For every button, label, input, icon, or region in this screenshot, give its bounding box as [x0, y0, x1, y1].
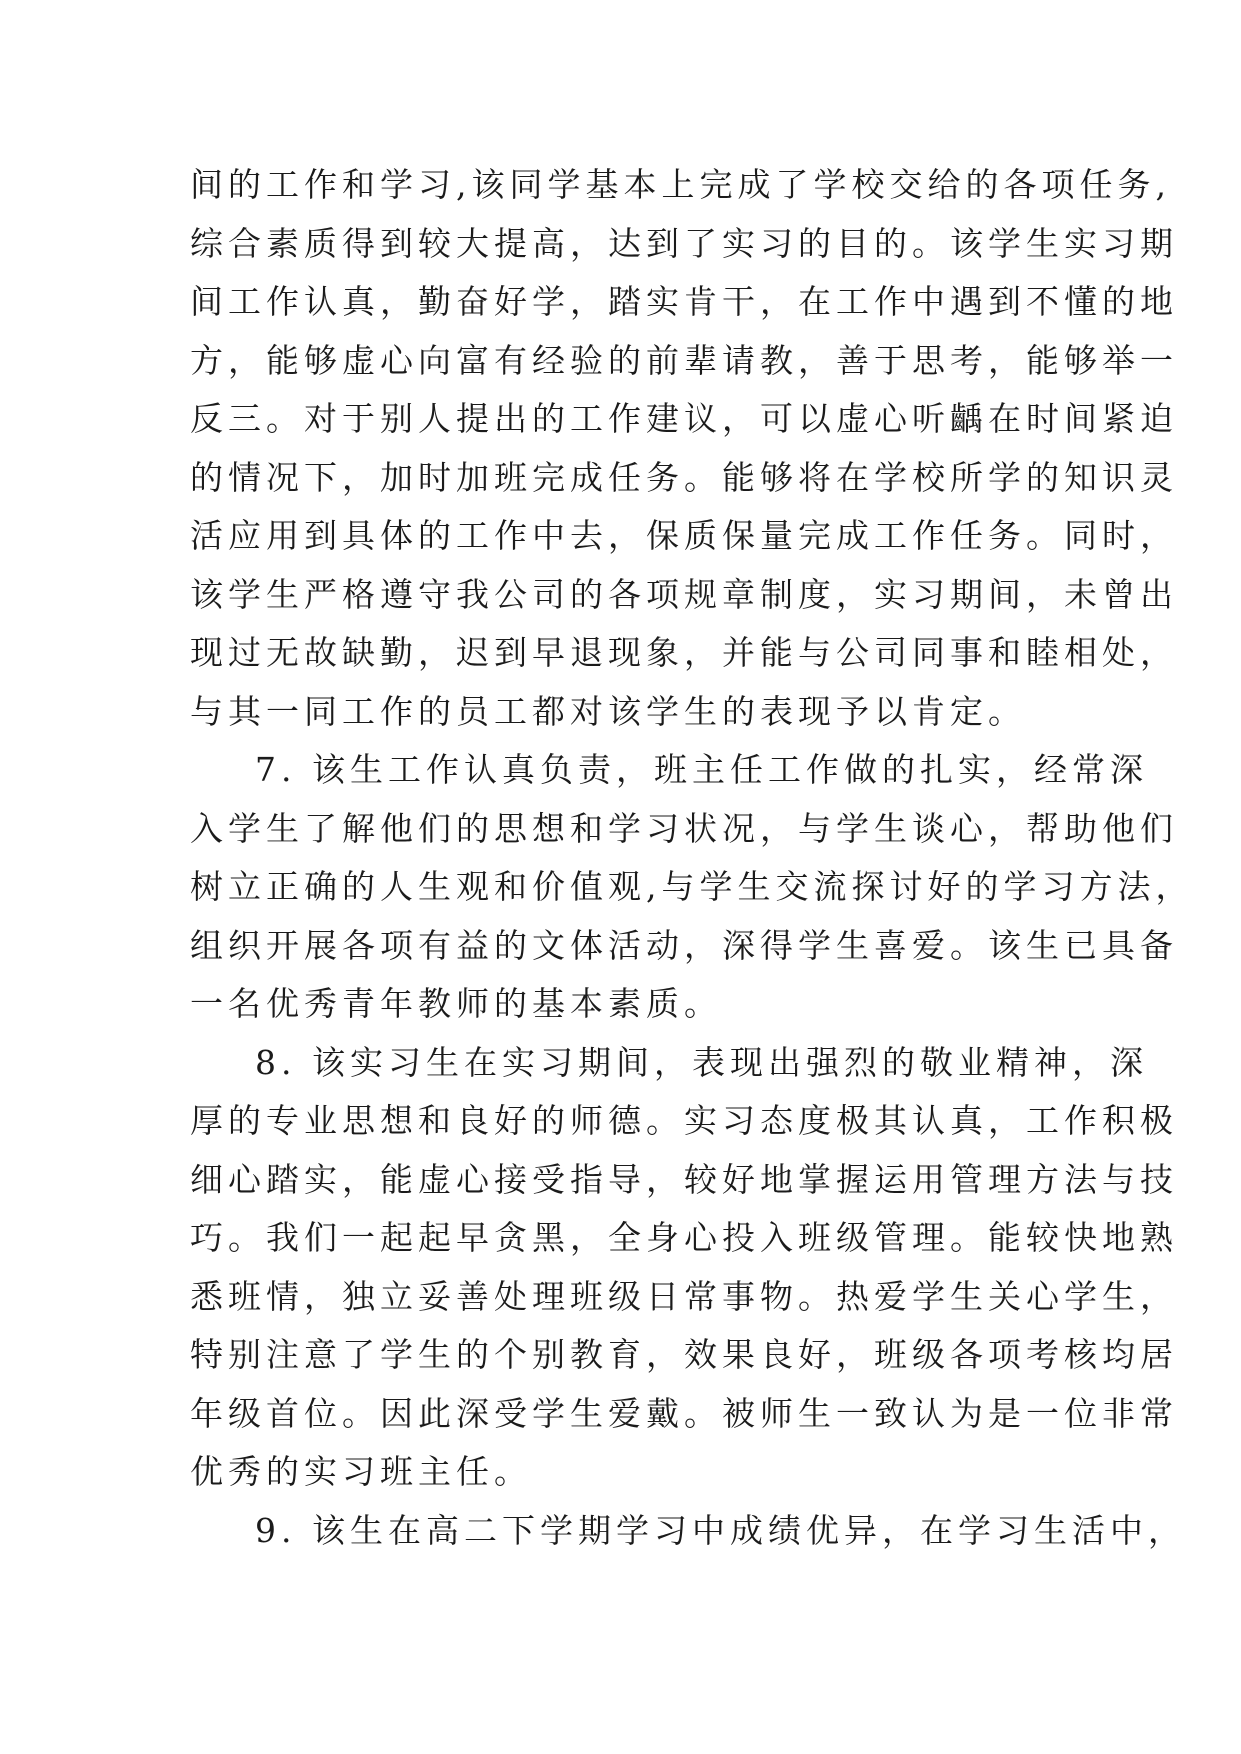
- text-line: 组织开展各项有益的文体活动，深得学生喜爱。该生已具备: [190, 926, 1178, 965]
- text-line: 现过无故缺勤，迟到早退现象，并能与公司同事和睦相处，: [190, 633, 1178, 672]
- text-line: 综合素质得到较大提高，达到了实习的目的。该学生实习期: [190, 224, 1178, 263]
- text-line: 悉班情，独立妥善处理班级日常事物。热爱学生关心学生，: [190, 1277, 1178, 1316]
- text-line: 特别注意了学生的个别教育，效果良好，班级各项考核均居: [190, 1335, 1178, 1374]
- text-line: 间工作认真，勤奋好学，踏实肯干，在工作中遇到不懂的地: [190, 282, 1178, 321]
- text-line: 活应用到具体的工作中去，保质保量完成工作任务。同时，: [190, 516, 1178, 555]
- text-line: 优秀的实习班主任。: [190, 1452, 532, 1491]
- text-line: 间的工作和学习,该同学基本上完成了学校交给的各项任务,: [190, 165, 1171, 204]
- text-line: 反三。对于别人提出的工作建议，可以虚心听齲在时间紧迫: [190, 399, 1178, 438]
- paragraph-8-first-line: 8. 该实习生在实习期间，表现出强烈的敬业精神，深: [255, 1043, 1148, 1082]
- text-line: 树立正确的人生观和价值观,与学生交流探讨好的学习方法，: [190, 867, 1194, 906]
- text-line: 该学生严格遵守我公司的各项规章制度，实习期间，未曾出: [190, 575, 1178, 614]
- text-line: 入学生了解他们的思想和学习状况，与学生谈心，帮助他们: [190, 809, 1178, 848]
- text-line: 年级首位。因此深受学生爱戴。被师生一致认为是一位非常: [190, 1394, 1178, 1433]
- paragraph-7-first-line: 7. 该生工作认真负责，班主任工作做的扎实，经常深: [255, 750, 1148, 789]
- text-line: 与其一同工作的员工都对该学生的表现予以肯定。: [190, 692, 1026, 731]
- text-line: 细心踏实，能虚心接受指导，较好地掌握运用管理方法与技: [190, 1160, 1178, 1199]
- paragraph-9-first-line: 9. 该生在高二下学期学习中成绩优异，在学习生活中，: [255, 1511, 1186, 1550]
- text-line: 厚的专业思想和良好的师德。实习态度极其认真，工作积极: [190, 1101, 1178, 1140]
- text-line: 方，能够虚心向富有经验的前辈请教，善于思考，能够举一: [190, 341, 1178, 380]
- text-line: 的情况下，加时加班完成任务。能够将在学校所学的知识灵: [190, 458, 1178, 497]
- text-line: 一名优秀青年教师的基本素质。: [190, 984, 722, 1023]
- text-line: 巧。我们一起起早贪黑，全身心投入班级管理。能较快地熟: [190, 1218, 1178, 1257]
